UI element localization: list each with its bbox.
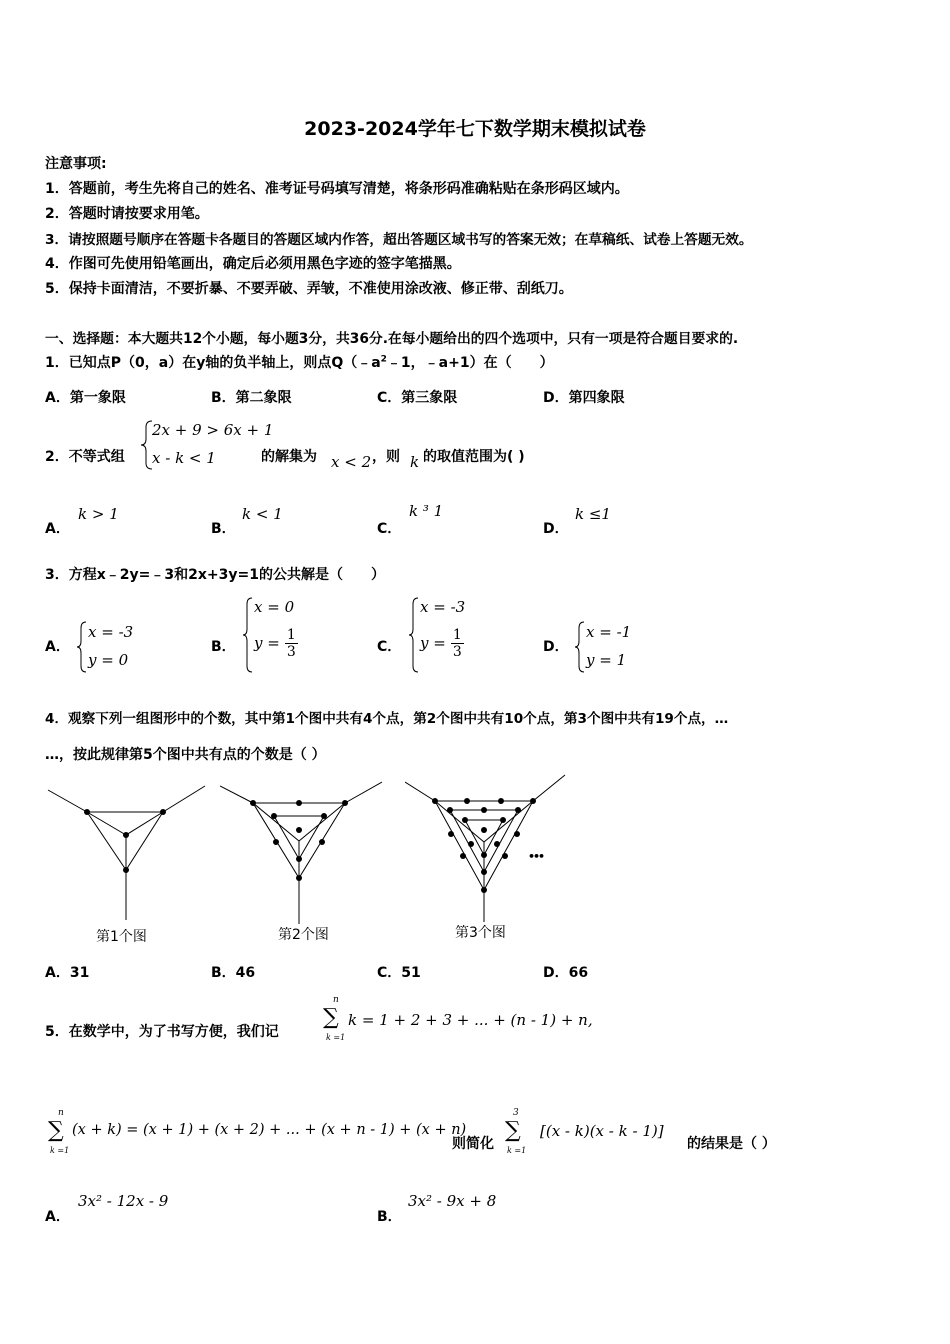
q1-option-b: B．第二象限 xyxy=(211,390,292,406)
q3-option-b-denominator: 3 xyxy=(286,644,296,660)
q3-option-c-denominator: 3 xyxy=(452,644,462,660)
q3-option-b-fraction xyxy=(285,627,298,660)
q3-option-a-brace xyxy=(76,620,88,674)
q3-option-c-y: y = xyxy=(420,634,446,652)
q4-figure-2 xyxy=(220,776,385,926)
q3-option-d-label: D． xyxy=(543,639,569,655)
q3-option-a-label: A． xyxy=(45,639,70,655)
section-heading: 一、选择题：本大题共12个小题，每小题3分，共36分.在每小题给出的四个选项中，只有一项是符合题目要求的. xyxy=(45,331,739,347)
q3-stem: 3．方程x﹣2y=﹣3和2x+3y=1的公共解是（ ） xyxy=(45,567,385,583)
q4-option-b: B．46 xyxy=(211,965,256,981)
notice-item-5: 5．保持卡面清洁，不要折暴、不要弄破、弄皱，不准使用涂改液、修正带、刮纸刀。 xyxy=(45,281,573,297)
q3-option-c-label: C． xyxy=(377,639,402,655)
q1-stem-part-b: ﹣1，﹣a+1）在（ ） xyxy=(386,355,554,371)
notice-item-1: 1．答题前，考生先将自己的姓名、准考证号码填写清楚，将条形码准确粘贴在条形码区域内。 xyxy=(45,181,629,197)
q4-figure-1 xyxy=(45,780,210,930)
q3-option-d-line-1: x = -1 xyxy=(586,623,632,641)
q4-stem-line-2: …，按此规律第5个图中共有点的个数是（ ） xyxy=(45,747,326,763)
q2-option-c: k ³ 1 xyxy=(409,502,444,520)
q4-figure-3 xyxy=(405,772,575,922)
q5-sum-upper: n xyxy=(333,995,339,1005)
q5-option-a-label: A． xyxy=(45,1209,70,1225)
q4-option-c: C．51 xyxy=(377,965,421,981)
q3-option-b-line-1: x = 0 xyxy=(254,598,295,616)
q2-option-a-label: A． xyxy=(45,521,70,537)
notice-item-2: 2．答题时请按要求用笔。 xyxy=(45,206,209,222)
q2-option-b-label: B． xyxy=(211,521,236,537)
question-1-stem xyxy=(45,352,554,372)
q3-option-c-brace xyxy=(408,596,420,674)
q1-option-d: D．第四象限 xyxy=(543,390,625,406)
q4-option-a: A．31 xyxy=(45,965,90,981)
q2-option-d: k ≤1 xyxy=(575,505,611,523)
q1-option-a: A．第一象限 xyxy=(45,390,126,406)
q4-ellipsis: ••• xyxy=(528,850,544,863)
q3-option-b-y: y = xyxy=(254,634,280,652)
q5-definition-2: (x + k) = (x + 1) + (x + 2) + ... + (x + n - 1) + (x + n) xyxy=(72,1122,467,1138)
q2-mid-text-2: ，则 xyxy=(372,449,400,465)
q2-option-d-label: D． xyxy=(543,521,569,537)
q5-sigma-1: ∑ xyxy=(323,1005,339,1030)
q2-system-line-2: x - k < 1 xyxy=(152,449,216,467)
q5-sum3-lower: k =1 xyxy=(507,1146,527,1155)
q3-option-b-label: B． xyxy=(211,639,236,655)
q2-option-c-label: C． xyxy=(377,521,402,537)
q5-sigma-2: ∑ xyxy=(48,1118,64,1143)
q3-option-c-numerator: 1 xyxy=(452,627,462,643)
q4-stem-line-1: 4．观察下列一组图形中的个数，其中第1个图中共有4个点，第2个图中共有10个点，第3个图中共有19个点，… xyxy=(45,711,729,727)
q5-expression: [(x - k)(x - k - 1)] xyxy=(540,1122,664,1140)
q2-system-line-1: 2x + 9 > 6x + 1 xyxy=(152,421,274,439)
q4-caption-1: 第1个图 xyxy=(96,929,147,945)
q2-option-a: k > 1 xyxy=(78,505,119,523)
q1-stem-part-a: 1．已知点P（0，a）在y轴的负半轴上，则点Q（﹣a xyxy=(45,355,381,371)
q2-condition: x < 2 xyxy=(331,453,372,471)
q4-caption-3: 第3个图 xyxy=(455,925,506,941)
q5-then: 则简化 xyxy=(452,1136,494,1152)
notice-item-4: 4．作图可先使用铅笔画出，确定后必须用黑色字迹的签字笔描黑。 xyxy=(45,256,461,272)
q2-label: 2．不等式组 xyxy=(45,449,125,465)
q3-option-c-fraction xyxy=(451,627,464,660)
q3-option-c-line-1: x = -3 xyxy=(420,598,466,616)
q3-option-b-line-2 xyxy=(254,627,298,660)
q5-sum2-upper: n xyxy=(58,1108,64,1118)
q1-option-c: C．第三象限 xyxy=(377,390,458,406)
q5-tail: 的结果是（ ） xyxy=(687,1136,776,1152)
q4-option-d: D．66 xyxy=(543,965,589,981)
q1-superscript: 2 xyxy=(380,354,387,365)
q2-tail: 的取值范围为( ) xyxy=(423,449,525,465)
q5-option-a: 3x² - 12x - 9 xyxy=(78,1192,169,1210)
q5-option-b-label: B． xyxy=(377,1209,402,1225)
q3-option-d-line-2: y = 1 xyxy=(586,651,627,669)
q3-option-a-line-2: y = 0 xyxy=(88,651,129,669)
q5-stem: 5．在数学中，为了书写方便，我们记 xyxy=(45,1024,279,1040)
q4-caption-2: 第2个图 xyxy=(278,927,329,943)
q2-mid-text: 的解集为 xyxy=(261,449,317,465)
q3-option-c-line-2 xyxy=(420,627,464,660)
page-title: 2023-2024学年七下数学期末模拟试卷 xyxy=(304,118,646,140)
q2-variable: k xyxy=(410,453,420,471)
q5-sum-lower: k =1 xyxy=(326,1033,346,1042)
q3-option-b-numerator: 1 xyxy=(286,627,296,643)
q3-option-d-brace xyxy=(574,620,586,674)
q3-option-b-brace xyxy=(242,596,254,674)
notice-heading: 注意事项: xyxy=(45,156,107,172)
notice-item-3: 3．请按照题号顺序在答题卡各题目的答题区域内作答，超出答题区域书写的答案无效；在草稿纸、试卷上答题无效。 xyxy=(45,232,753,248)
q5-sum3-upper: 3 xyxy=(513,1108,519,1118)
q2-option-b: k < 1 xyxy=(242,505,283,523)
q5-sigma-3: ∑ xyxy=(505,1118,521,1143)
q5-sum2-lower: k =1 xyxy=(50,1146,70,1155)
q5-option-b: 3x² - 9x + 8 xyxy=(408,1192,497,1210)
q5-definition-1: k = 1 + 2 + 3 + ... + (n - 1) + n, xyxy=(348,1011,593,1029)
q3-option-a-line-1: x = -3 xyxy=(88,623,134,641)
